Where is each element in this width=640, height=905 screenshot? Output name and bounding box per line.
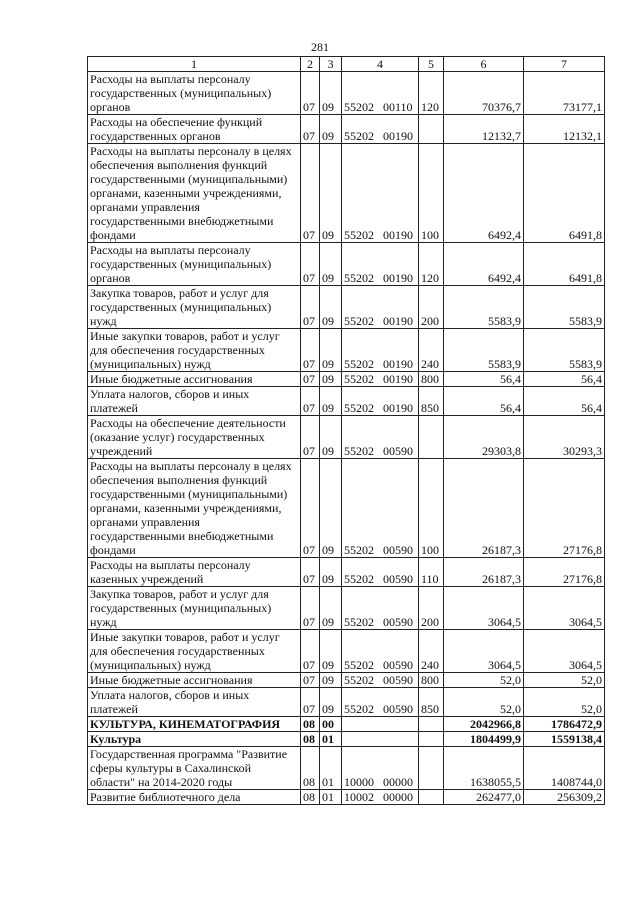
expense-type-cell: 120 bbox=[419, 243, 444, 286]
expense-type-cell bbox=[419, 790, 444, 805]
section-code-cell: 07 bbox=[301, 243, 320, 286]
expense-type-cell bbox=[419, 115, 444, 144]
target-article-cell: 55202 00590 bbox=[342, 688, 419, 717]
row-name-cell: КУЛЬТУРА, КИНЕМАТОГРАФИЯ bbox=[88, 717, 301, 732]
subsection-code-cell: 09 bbox=[320, 630, 342, 673]
table-row bbox=[88, 459, 605, 558]
section-code-cell: 08 bbox=[301, 747, 320, 790]
section-code-cell: 07 bbox=[301, 144, 320, 243]
expense-type-cell: 240 bbox=[419, 329, 444, 372]
subsection-code-cell: 09 bbox=[320, 372, 342, 387]
amount-year-1-cell: 3064,5 bbox=[444, 587, 524, 630]
target-article-cell: 55202 00110 bbox=[342, 72, 419, 115]
column-header: 2 bbox=[301, 57, 320, 72]
table-row bbox=[88, 717, 605, 732]
amount-year-1-cell: 6492,4 bbox=[444, 243, 524, 286]
table-row bbox=[88, 72, 605, 115]
target-article-cell: 55202 00190 bbox=[342, 243, 419, 286]
amount-year-2-cell: 1408744,0 bbox=[524, 747, 605, 790]
row-name-cell: Уплата налогов, сборов и иных платежей bbox=[88, 387, 301, 416]
amount-year-1-cell: 52,0 bbox=[444, 688, 524, 717]
section-code-cell: 07 bbox=[301, 416, 320, 459]
section-code-cell: 07 bbox=[301, 387, 320, 416]
expense-type-cell: 120 bbox=[419, 72, 444, 115]
amount-year-2-cell: 5583,9 bbox=[524, 286, 605, 329]
amount-year-1-cell: 2042966,8 bbox=[444, 717, 524, 732]
amount-year-2-cell: 12132,1 bbox=[524, 115, 605, 144]
table-row bbox=[88, 587, 605, 630]
budget-table bbox=[87, 56, 605, 805]
subsection-code-cell: 09 bbox=[320, 416, 342, 459]
target-article-cell: 55202 00190 bbox=[342, 329, 419, 372]
table-row bbox=[88, 329, 605, 372]
section-code-cell: 07 bbox=[301, 688, 320, 717]
target-article-cell: 55202 00190 bbox=[342, 387, 419, 416]
amount-year-1-cell: 29303,8 bbox=[444, 416, 524, 459]
section-code-cell: 07 bbox=[301, 630, 320, 673]
table-row bbox=[88, 115, 605, 144]
subsection-code-cell: 09 bbox=[320, 144, 342, 243]
row-name-cell: Расходы на выплаты персоналу в целях обеспечения выполнения функций государственными (муниципальными) органами, казенными учреждениями, органами управления государственными внебюджетными фондами bbox=[88, 459, 301, 558]
amount-year-1-cell: 26187,3 bbox=[444, 558, 524, 587]
table-row bbox=[88, 372, 605, 387]
amount-year-2-cell: 6491,8 bbox=[524, 144, 605, 243]
column-header: 3 bbox=[320, 57, 342, 72]
page-number: 281 bbox=[311, 40, 329, 54]
subsection-code-cell: 09 bbox=[320, 587, 342, 630]
subsection-code-cell: 09 bbox=[320, 243, 342, 286]
row-name-cell: Развитие библиотечного дела bbox=[88, 790, 301, 805]
target-article-cell: 55202 00590 bbox=[342, 587, 419, 630]
table-header-row bbox=[88, 57, 605, 72]
table-row bbox=[88, 673, 605, 688]
table-row bbox=[88, 416, 605, 459]
target-article-cell bbox=[342, 717, 419, 732]
target-article-cell: 10002 00000 bbox=[342, 790, 419, 805]
subsection-code-cell: 09 bbox=[320, 459, 342, 558]
amount-year-2-cell: 3064,5 bbox=[524, 587, 605, 630]
target-article-cell: 10000 00000 bbox=[342, 747, 419, 790]
section-code-cell: 07 bbox=[301, 459, 320, 558]
subsection-code-cell: 09 bbox=[320, 558, 342, 587]
row-name-cell: Расходы на выплаты персоналу государственных (муниципальных) органов bbox=[88, 72, 301, 115]
amount-year-2-cell: 27176,8 bbox=[524, 459, 605, 558]
subsection-code-cell: 09 bbox=[320, 329, 342, 372]
target-article-cell: 55202 00190 bbox=[342, 144, 419, 243]
subsection-code-cell: 09 bbox=[320, 688, 342, 717]
expense-type-cell: 800 bbox=[419, 372, 444, 387]
subsection-code-cell: 00 bbox=[320, 717, 342, 732]
row-name-cell: Расходы на обеспечение функций государственных органов bbox=[88, 115, 301, 144]
column-header: 5 bbox=[419, 57, 444, 72]
expense-type-cell: 850 bbox=[419, 688, 444, 717]
section-code-cell: 07 bbox=[301, 115, 320, 144]
row-name-cell: Иные закупки товаров, работ и услуг для обеспечения государственных (муниципальных) нужд bbox=[88, 630, 301, 673]
section-code-cell: 07 bbox=[301, 673, 320, 688]
expense-type-cell: 200 bbox=[419, 286, 444, 329]
expense-type-cell: 100 bbox=[419, 144, 444, 243]
column-header: 1 bbox=[88, 57, 301, 72]
row-name-cell: Расходы на обеспечение деятельности (оказание услуг) государственных учреждений bbox=[88, 416, 301, 459]
amount-year-2-cell: 52,0 bbox=[524, 673, 605, 688]
row-name-cell: Расходы на выплаты персоналу в целях обеспечения выполнения функций государственными (муниципальными) органами, казенными учреждениями, органами управления государственными внебюджетными фондами bbox=[88, 144, 301, 243]
table-row bbox=[88, 688, 605, 717]
target-article-cell: 55202 00190 bbox=[342, 115, 419, 144]
row-name-cell: Иные закупки товаров, работ и услуг для обеспечения государственных (муниципальных) нужд bbox=[88, 329, 301, 372]
amount-year-1-cell: 70376,7 bbox=[444, 72, 524, 115]
amount-year-1-cell: 26187,3 bbox=[444, 459, 524, 558]
table-row bbox=[88, 243, 605, 286]
target-article-cell: 55202 00590 bbox=[342, 459, 419, 558]
expense-type-cell: 100 bbox=[419, 459, 444, 558]
expense-type-cell bbox=[419, 732, 444, 747]
section-code-cell: 07 bbox=[301, 587, 320, 630]
table-row bbox=[88, 747, 605, 790]
subsection-code-cell: 09 bbox=[320, 286, 342, 329]
amount-year-1-cell: 5583,9 bbox=[444, 329, 524, 372]
section-code-cell: 07 bbox=[301, 72, 320, 115]
amount-year-1-cell: 1638055,5 bbox=[444, 747, 524, 790]
subsection-code-cell: 09 bbox=[320, 673, 342, 688]
row-name-cell: Государственная программа "Развитие сферы культуры в Сахалинской области" на 2014-2020 годы bbox=[88, 747, 301, 790]
amount-year-1-cell: 1804499,9 bbox=[444, 732, 524, 747]
expense-type-cell bbox=[419, 416, 444, 459]
expense-type-cell: 200 bbox=[419, 587, 444, 630]
amount-year-2-cell: 52,0 bbox=[524, 688, 605, 717]
section-code-cell: 07 bbox=[301, 329, 320, 372]
expense-type-cell bbox=[419, 747, 444, 790]
table-row bbox=[88, 286, 605, 329]
row-name-cell: Закупка товаров, работ и услуг для государственных (муниципальных) нужд bbox=[88, 587, 301, 630]
amount-year-1-cell: 5583,9 bbox=[444, 286, 524, 329]
table-row bbox=[88, 558, 605, 587]
amount-year-2-cell: 1786472,9 bbox=[524, 717, 605, 732]
target-article-cell: 55202 00190 bbox=[342, 286, 419, 329]
amount-year-2-cell: 27176,8 bbox=[524, 558, 605, 587]
expense-type-cell: 110 bbox=[419, 558, 444, 587]
amount-year-2-cell: 256309,2 bbox=[524, 790, 605, 805]
table-row bbox=[88, 144, 605, 243]
expense-type-cell bbox=[419, 717, 444, 732]
section-code-cell: 08 bbox=[301, 717, 320, 732]
amount-year-2-cell: 3064,5 bbox=[524, 630, 605, 673]
expense-type-cell: 800 bbox=[419, 673, 444, 688]
column-header: 4 bbox=[342, 57, 419, 72]
subsection-code-cell: 09 bbox=[320, 387, 342, 416]
target-article-cell: 55202 00590 bbox=[342, 630, 419, 673]
subsection-code-cell: 09 bbox=[320, 72, 342, 115]
amount-year-2-cell: 56,4 bbox=[524, 387, 605, 416]
row-name-cell: Расходы на выплаты персоналу государственных (муниципальных) органов bbox=[88, 243, 301, 286]
row-name-cell: Культура bbox=[88, 732, 301, 747]
amount-year-2-cell: 56,4 bbox=[524, 372, 605, 387]
column-header: 7 bbox=[524, 57, 605, 72]
amount-year-2-cell: 30293,3 bbox=[524, 416, 605, 459]
amount-year-1-cell: 52,0 bbox=[444, 673, 524, 688]
amount-year-2-cell: 73177,1 bbox=[524, 72, 605, 115]
section-code-cell: 08 bbox=[301, 732, 320, 747]
section-code-cell: 08 bbox=[301, 790, 320, 805]
section-code-cell: 07 bbox=[301, 372, 320, 387]
row-name-cell: Закупка товаров, работ и услуг для государственных (муниципальных) нужд bbox=[88, 286, 301, 329]
subsection-code-cell: 01 bbox=[320, 747, 342, 790]
amount-year-1-cell: 262477,0 bbox=[444, 790, 524, 805]
subsection-code-cell: 01 bbox=[320, 732, 342, 747]
subsection-code-cell: 01 bbox=[320, 790, 342, 805]
amount-year-1-cell: 56,4 bbox=[444, 387, 524, 416]
row-name-cell: Уплата налогов, сборов и иных платежей bbox=[88, 688, 301, 717]
section-code-cell: 07 bbox=[301, 558, 320, 587]
column-header: 6 bbox=[444, 57, 524, 72]
amount-year-1-cell: 3064,5 bbox=[444, 630, 524, 673]
target-article-cell: 55202 00590 bbox=[342, 416, 419, 459]
expense-type-cell: 240 bbox=[419, 630, 444, 673]
row-name-cell: Иные бюджетные ассигнования bbox=[88, 673, 301, 688]
table-row bbox=[88, 387, 605, 416]
table-row bbox=[88, 732, 605, 747]
amount-year-1-cell: 56,4 bbox=[444, 372, 524, 387]
target-article-cell bbox=[342, 732, 419, 747]
amount-year-2-cell: 1559138,4 bbox=[524, 732, 605, 747]
amount-year-2-cell: 6491,8 bbox=[524, 243, 605, 286]
row-name-cell: Иные бюджетные ассигнования bbox=[88, 372, 301, 387]
table-body bbox=[88, 72, 605, 805]
target-article-cell: 55202 00590 bbox=[342, 673, 419, 688]
amount-year-1-cell: 12132,7 bbox=[444, 115, 524, 144]
target-article-cell: 55202 00190 bbox=[342, 372, 419, 387]
amount-year-2-cell: 5583,9 bbox=[524, 329, 605, 372]
target-article-cell: 55202 00590 bbox=[342, 558, 419, 587]
subsection-code-cell: 09 bbox=[320, 115, 342, 144]
amount-year-1-cell: 6492,4 bbox=[444, 144, 524, 243]
section-code-cell: 07 bbox=[301, 286, 320, 329]
table-row bbox=[88, 630, 605, 673]
row-name-cell: Расходы на выплаты персоналу казенных учреждений bbox=[88, 558, 301, 587]
table-row bbox=[88, 790, 605, 805]
expense-type-cell: 850 bbox=[419, 387, 444, 416]
